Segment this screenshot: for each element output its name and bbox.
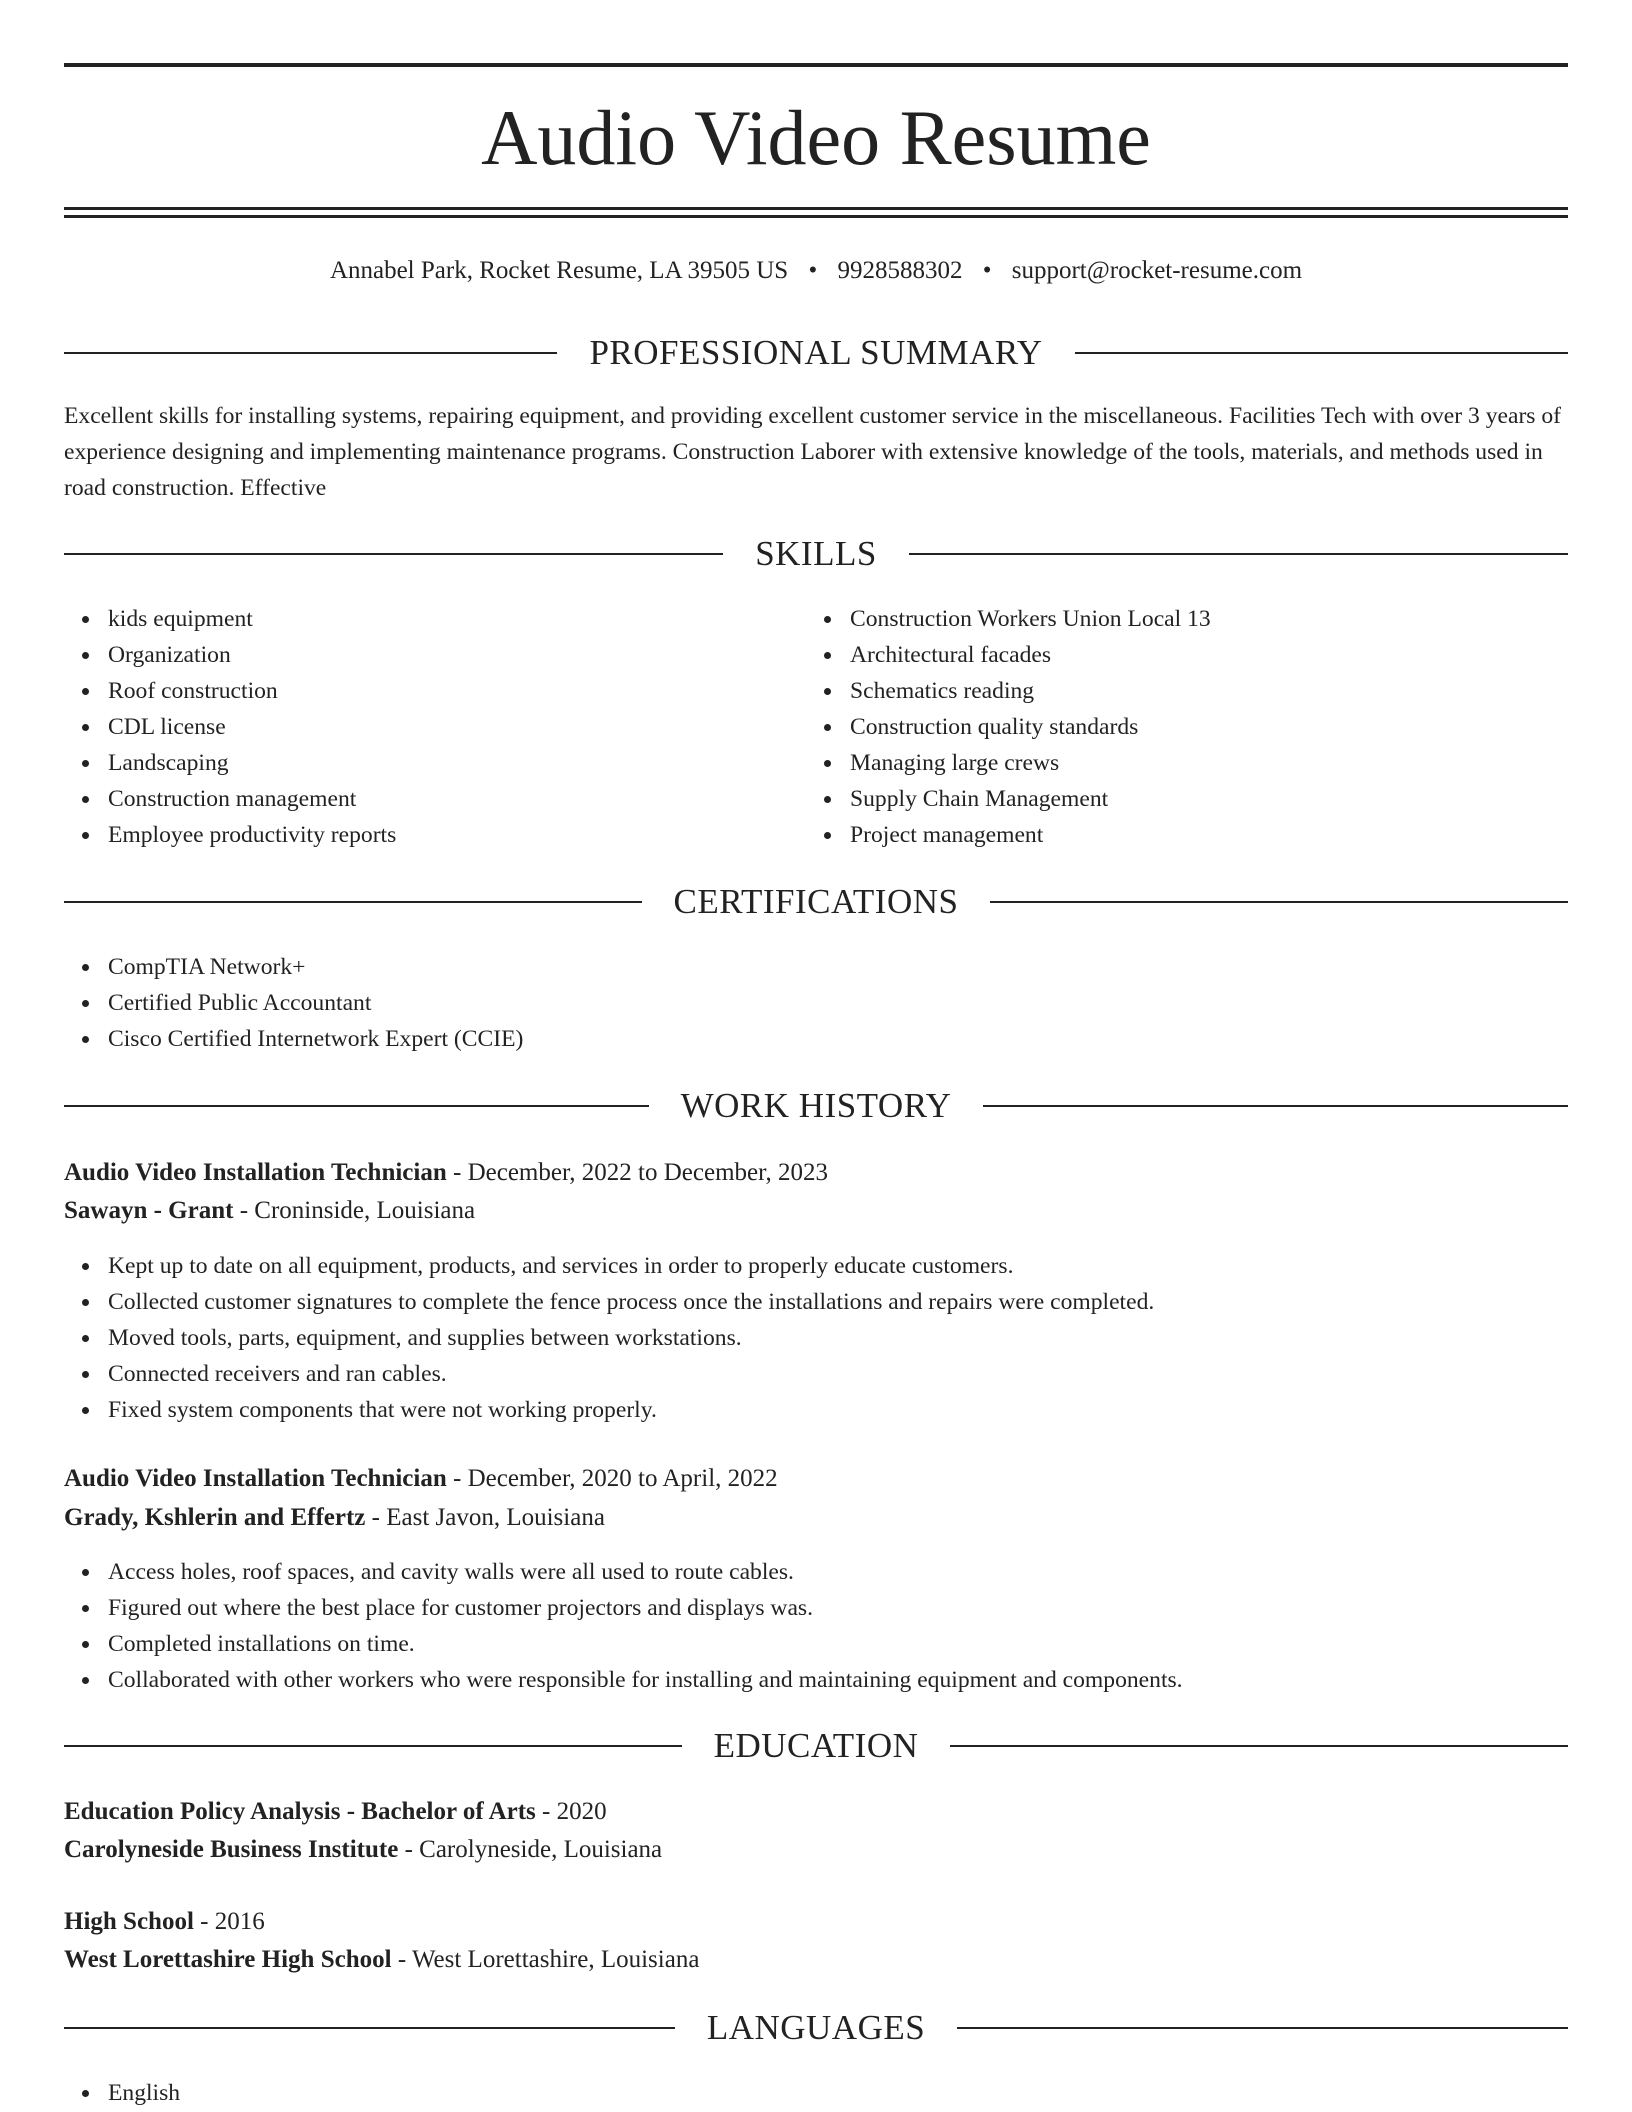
skill-item: Organization (108, 637, 396, 673)
certifications-heading (64, 880, 1568, 924)
education-year: 2020 (556, 1798, 607, 1825)
education-degree-line (64, 1903, 1568, 1941)
job-company: Grady, Kshlerin and Effertz (64, 1504, 366, 1531)
certifications-list (64, 949, 523, 1057)
contact-phone: 9928588302 (837, 257, 963, 284)
skill-item: Construction management (108, 781, 396, 817)
job-company-line (64, 1499, 1568, 1537)
job-duty: Collaborated with other workers who were responsible for installing and maintaining equipment and components. (108, 1662, 1183, 1698)
languages-list (64, 2075, 180, 2111)
education-school: West Lorettashire High School (64, 1946, 392, 1973)
skill-item: Project management (850, 817, 1211, 853)
heading-rule (950, 1745, 1568, 1747)
top-rule (64, 63, 1568, 67)
skills-list-left (64, 601, 396, 853)
heading-rule (64, 352, 557, 354)
job-duties-list (64, 1248, 1154, 1428)
heading-rule (909, 553, 1568, 555)
certification-item: CompTIA Network+ (108, 949, 523, 985)
dash-separator: - (391, 1946, 412, 1973)
job-duties-list (64, 1554, 1183, 1698)
contact-separator: • (808, 257, 818, 284)
certifications-heading-label: CERTIFICATIONS (673, 882, 959, 921)
education-year: 2016 (214, 1908, 265, 1935)
skill-item: Schematics reading (850, 673, 1211, 709)
heading-rule (957, 2027, 1568, 2029)
education-location: West Lorettashire, Louisiana (411, 1946, 700, 1973)
heading-rule (1075, 352, 1568, 354)
languages-heading-label: LANGUAGES (706, 2008, 926, 2047)
work-history-heading-label: WORK HISTORY (680, 1086, 952, 1125)
certification-item: Certified Public Accountant (108, 985, 523, 1021)
skill-item: Architectural facades (850, 637, 1211, 673)
job-duty: Figured out where the best place for customer projectors and displays was. (108, 1590, 1183, 1626)
languages-heading (64, 2006, 1568, 2050)
job-duty: Collected customer signatures to complete the fence process once the installations and repairs were completed. (108, 1284, 1154, 1320)
education-heading-label: EDUCATION (713, 1726, 919, 1765)
skills-heading (64, 532, 1568, 576)
skill-item: Construction Workers Union Local 13 (850, 601, 1211, 637)
skill-item: Employee productivity reports (108, 817, 396, 853)
heading-rule (64, 2027, 675, 2029)
education-heading (64, 1724, 1568, 1768)
certification-item: Cisco Certified Internetwork Expert (CCIE) (108, 1021, 523, 1057)
job-duty: Fixed system components that were not working properly. (108, 1392, 1154, 1428)
title-rule-upper (64, 207, 1568, 210)
job-duty: Access holes, roof spaces, and cavity walls were all used to route cables. (108, 1554, 1183, 1590)
contact-email: support@rocket-resume.com (1011, 257, 1303, 284)
job-duty: Completed installations on time. (108, 1626, 1183, 1662)
education-school-line (64, 1941, 1568, 1979)
skill-item: Managing large crews (850, 745, 1211, 781)
job-company: Sawayn - Grant (64, 1197, 234, 1224)
skill-item: Supply Chain Management (850, 781, 1211, 817)
contact-address: Annabel Park, Rocket Resume, LA 39505 US (329, 257, 789, 284)
heading-rule (983, 1105, 1568, 1107)
heading-rule (64, 1105, 649, 1107)
job-company-line (64, 1192, 1568, 1230)
skill-item: Landscaping (108, 745, 396, 781)
job-location: Croninside, Louisiana (254, 1197, 476, 1224)
language-item: English (108, 2075, 180, 2111)
summary-text: Excellent skills for installing systems, repairing equipment, and providing excellent customer service in the miscellaneous. Facilities Tech with over 3 years of experience designing and implementing maintenance programs. Construction Laborer with extensive knowledge of the tools, materials, and methods used in road construction. Effective (64, 403, 1562, 501)
job-duty: Kept up to date on all equipment, products, and services in order to properly educate customers. (108, 1248, 1154, 1284)
dash-separator: - (193, 1908, 215, 1935)
contact-info (64, 254, 1568, 288)
skills-heading-label: SKILLS (755, 534, 877, 573)
skill-item: kids equipment (108, 601, 396, 637)
dash-separator: - (535, 1798, 557, 1825)
job-dates: December, 2022 to December, 2023 (467, 1159, 828, 1186)
education-school: Carolyneside Business Institute (64, 1836, 399, 1863)
skill-item: CDL license (108, 709, 396, 745)
job-title: Audio Video Installation Technician (64, 1159, 447, 1186)
job-location: East Javon, Louisiana (386, 1504, 605, 1531)
job-title-line (64, 1154, 1568, 1192)
dash-separator: - (446, 1465, 468, 1492)
job-duty: Connected receivers and ran cables. (108, 1356, 1154, 1392)
heading-rule (64, 1745, 682, 1747)
education-degree-line (64, 1793, 1568, 1831)
education-degree: Education Policy Analysis - Bachelor of Arts (64, 1798, 536, 1825)
summary-heading (64, 331, 1568, 375)
work-history-heading (64, 1084, 1568, 1128)
job-title: Audio Video Installation Technician (64, 1465, 447, 1492)
dash-separator: - (446, 1159, 468, 1186)
job-duty: Moved tools, parts, equipment, and supplies between workstations. (108, 1320, 1154, 1356)
dash-separator: - (233, 1197, 255, 1224)
skills-list-right (806, 601, 1211, 853)
contact-separator: • (982, 257, 992, 284)
skill-item: Roof construction (108, 673, 396, 709)
resume-title: Audio Video Resume (481, 94, 1151, 181)
job-title-line (64, 1460, 1568, 1498)
dash-separator: - (365, 1504, 387, 1531)
education-school-line (64, 1831, 1568, 1869)
title-rule-lower (64, 215, 1568, 218)
heading-rule (990, 901, 1568, 903)
dash-separator: - (398, 1836, 420, 1863)
education-degree: High School (64, 1908, 194, 1935)
heading-rule (64, 901, 642, 903)
education-location: Carolyneside, Louisiana (419, 1836, 663, 1863)
job-dates: December, 2020 to April, 2022 (467, 1465, 778, 1492)
summary-heading-label: PROFESSIONAL SUMMARY (589, 333, 1043, 372)
heading-rule (64, 553, 723, 555)
skill-item: Construction quality standards (850, 709, 1211, 745)
